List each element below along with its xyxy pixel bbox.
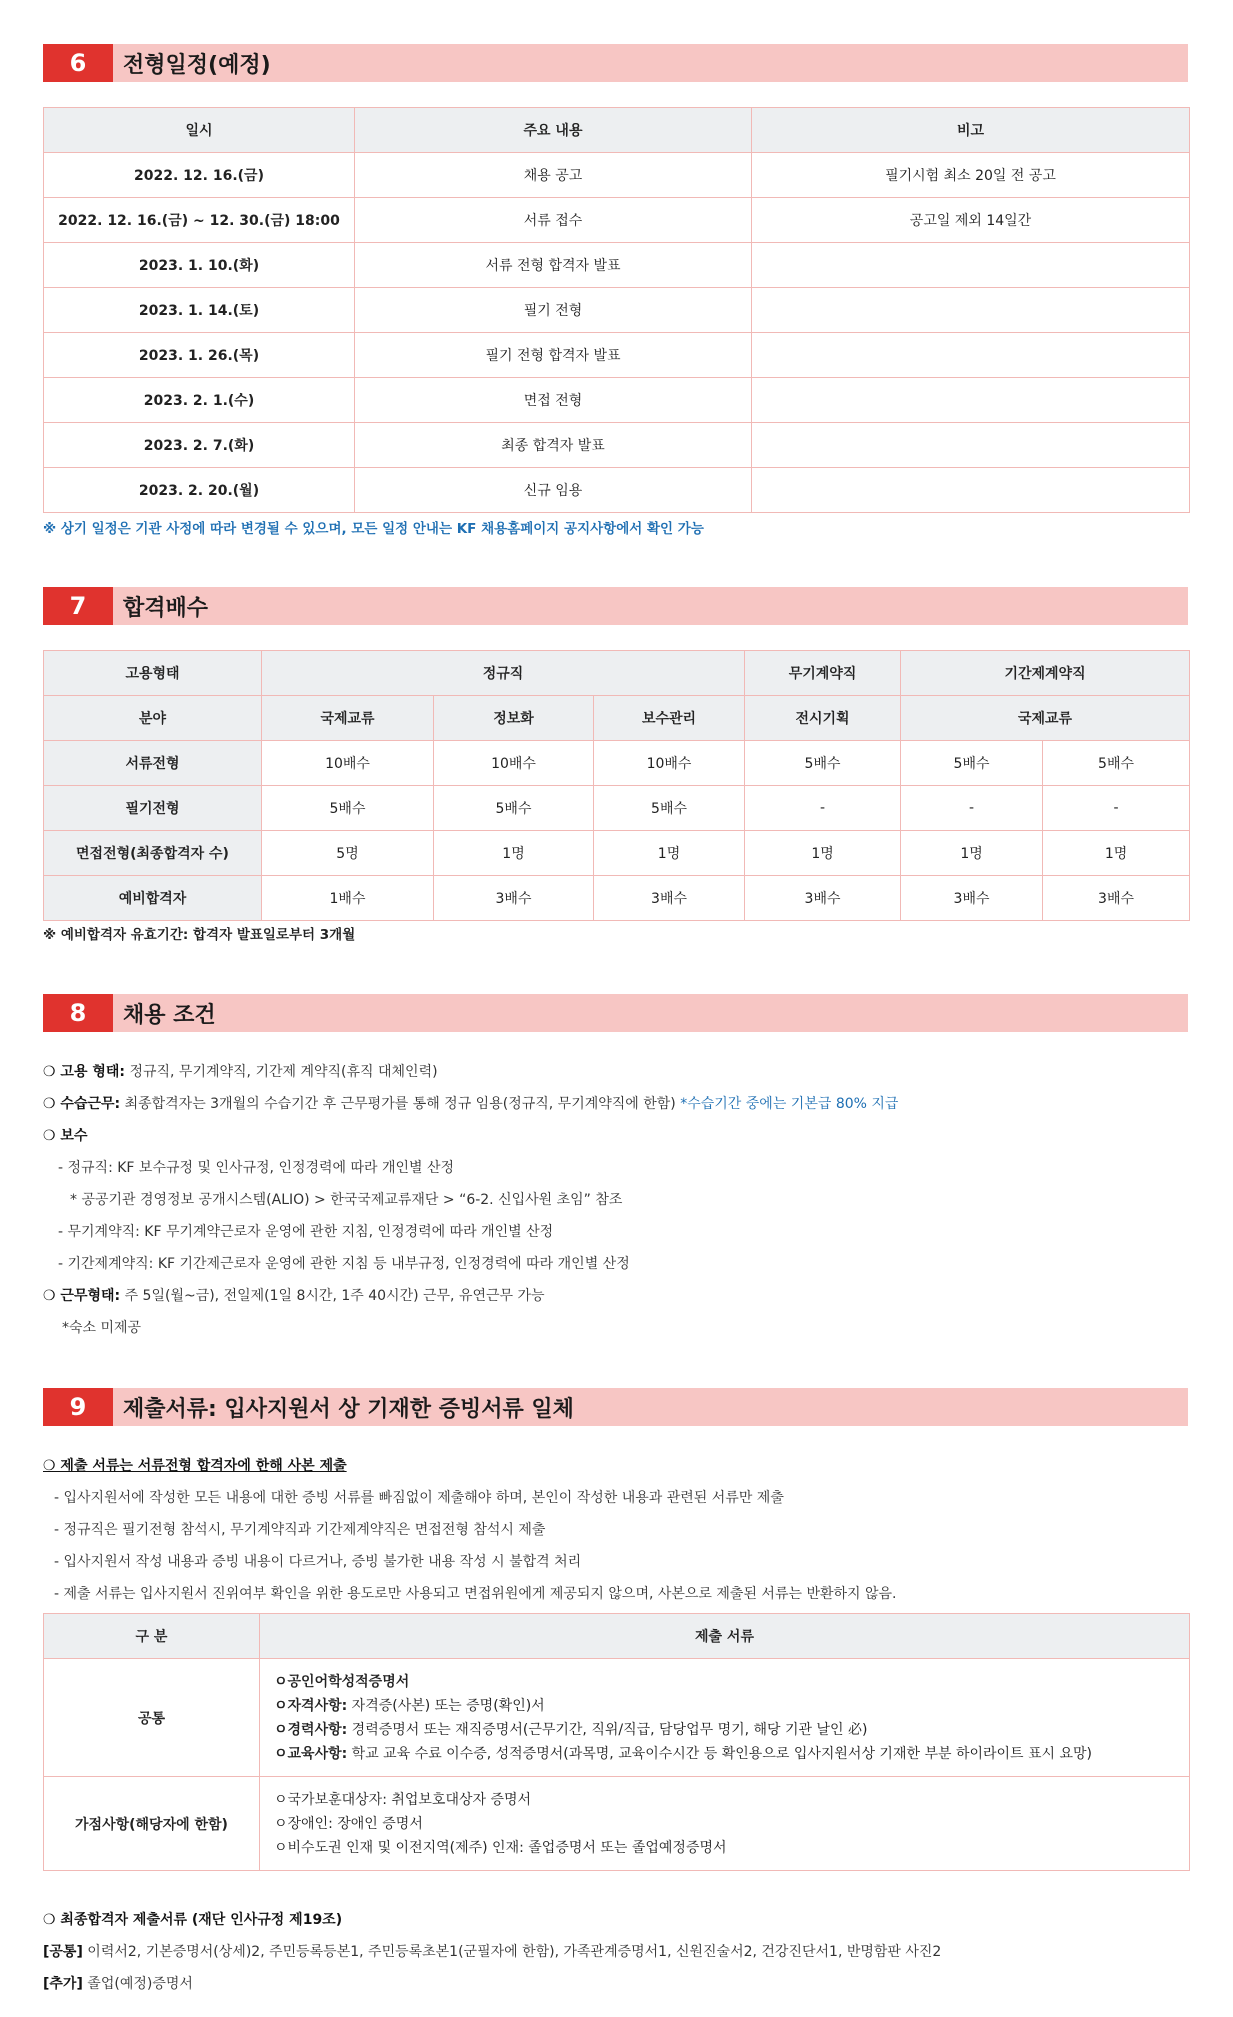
section-7-header xyxy=(43,587,1188,625)
section-number: 7 xyxy=(43,587,113,625)
note-cell xyxy=(752,333,1190,378)
table-cell: 1명 xyxy=(745,831,901,876)
doc-item: ㅇ국가보훈대상자: 취업보호대상자 증명서 xyxy=(274,1791,532,1808)
table-row xyxy=(44,468,1190,513)
table-cell: 10배수 xyxy=(434,741,594,786)
line-label: ❍ 수습근무: xyxy=(43,1096,121,1112)
date-cell: 2023. 2. 7.(화) xyxy=(44,423,355,468)
col-header: 정보화 xyxy=(434,696,594,741)
documents-bullet: - 정규직은 필기전형 참석시, 무기계약직과 기간제계약직은 면접전형 참석시 제출 xyxy=(54,1522,546,1538)
line-text: 최종합격자는 3개월의 수습기간 후 근무평가를 통해 정규 임용(정규직, 무기계약직에 한함) xyxy=(120,1096,681,1112)
col-header: 국제교류 xyxy=(262,696,434,741)
note-cell: 공고일 제외 14일간 xyxy=(752,198,1190,243)
salary-reference-line: * 공공기관 경영정보 공개시스템(ALIO) > 한국국제교류재단 > “6-2. 신입사원 초임” 참조 xyxy=(70,1192,623,1208)
section-title: 전형일정(예정) xyxy=(123,52,271,78)
table-row xyxy=(44,288,1190,333)
table-cell: 5배수 xyxy=(745,741,901,786)
documents-bullet: - 입사지원서 작성 내용과 증빙 내용이 다르거나, 증빙 불가한 내용 작성 시 불합격 처리 xyxy=(54,1554,582,1570)
note-cell xyxy=(752,288,1190,333)
section-6-header xyxy=(43,44,1188,82)
category-cell: 공통 xyxy=(44,1659,260,1777)
line-label: ❍ 근무형태: xyxy=(43,1288,121,1304)
col-header: 구 분 xyxy=(44,1614,260,1659)
table-cell: 1명 xyxy=(434,831,594,876)
section-title: 제출서류: 입사지원서 상 기재한 증빙서류 일체 xyxy=(123,1396,574,1422)
table-header-row xyxy=(44,1614,1190,1659)
ratio-table xyxy=(43,650,1190,921)
line-text: 이력서2, 기본증명서(상세)2, 주민등록등본1, 주민등록초본1(군필자에 한함), 가족관계증명서1, 신원진술서2, 건강진단서1, 반명함판 사진2 xyxy=(82,1944,942,1960)
line-label: [추가] xyxy=(43,1976,83,1992)
table-row xyxy=(44,741,1190,786)
table-cell: 3배수 xyxy=(434,876,594,921)
schedule-table xyxy=(43,107,1190,513)
note-cell xyxy=(752,468,1190,513)
col-header: 고용형태 xyxy=(44,651,262,696)
table-cell: - xyxy=(745,786,901,831)
date-cell: 2022. 12. 16.(금) xyxy=(44,153,355,198)
doc-item: ㅇ비수도권 인재 및 이전지역(제주) 인재: 졸업증명서 또는 졸업예정증명서 xyxy=(274,1839,727,1856)
table-cell: 5배수 xyxy=(901,741,1043,786)
section-8-header xyxy=(43,994,1188,1032)
schedule-note: ※ 상기 일정은 기관 사정에 따라 변경될 수 있으며, 모든 일정 안내는 KF 채용홈페이지 공지사항에서 확인 가능 xyxy=(43,521,704,537)
documents-cell xyxy=(260,1659,1190,1777)
date-cell: 2023. 1. 14.(토) xyxy=(44,288,355,333)
doc-item: ㅇ장애인: 장애인 증명서 xyxy=(274,1815,423,1832)
employment-type-line xyxy=(43,1061,438,1081)
final-additional-line xyxy=(43,1973,193,1993)
line-label: ❍ 보수 xyxy=(43,1128,88,1144)
table-cell: 3배수 xyxy=(745,876,901,921)
col-header: 일시 xyxy=(44,108,355,153)
content-cell: 최종 합격자 발표 xyxy=(355,423,752,468)
table-row xyxy=(44,378,1190,423)
section-title: 합격배수 xyxy=(123,595,209,621)
table-cell: 3배수 xyxy=(901,876,1043,921)
col-header: 기간제계약직 xyxy=(901,651,1190,696)
line-label: ❍ 고용 형태: xyxy=(43,1064,125,1080)
salary-regular-line: - 정규직: KF 보수규정 및 인사규정, 인정경력에 따라 개인별 산정 xyxy=(58,1160,455,1176)
table-cell: 5배수 xyxy=(594,786,745,831)
content-cell: 서류 접수 xyxy=(355,198,752,243)
table-cell: 10배수 xyxy=(262,741,434,786)
col-header: 무기계약직 xyxy=(745,651,901,696)
content-cell: 필기 전형 합격자 발표 xyxy=(355,333,752,378)
date-cell: 2023. 1. 10.(화) xyxy=(44,243,355,288)
content-cell: 필기 전형 xyxy=(355,288,752,333)
documents-lead: ❍ 제출 서류는 서류전형 합격자에 한해 사본 제출 xyxy=(43,1458,347,1474)
content-cell: 서류 전형 합격자 발표 xyxy=(355,243,752,288)
date-cell: 2022. 12. 16.(금) ~ 12. 30.(금) 18:00 xyxy=(44,198,355,243)
final-documents-heading: ❍ 최종합격자 제출서류 (재단 인사규정 제19조) xyxy=(43,1912,343,1928)
content-cell: 신규 임용 xyxy=(355,468,752,513)
line-text: 주 5일(월~금), 전일제(1일 8시간, 1주 40시간) 근무, 유연근무 가능 xyxy=(120,1288,545,1304)
table-row xyxy=(44,831,1190,876)
table-cell: 10배수 xyxy=(594,741,745,786)
table-cell: 3배수 xyxy=(594,876,745,921)
final-common-line xyxy=(43,1941,941,1961)
table-row xyxy=(44,333,1190,378)
row-header: 면접전형(최종합격자 수) xyxy=(44,831,262,876)
doc-label: ㅇ자격사항: xyxy=(274,1697,348,1714)
table-header-row xyxy=(44,696,1190,741)
table-header-row xyxy=(44,651,1190,696)
col-header: 정규직 xyxy=(262,651,745,696)
table-cell: 5배수 xyxy=(262,786,434,831)
table-row xyxy=(44,198,1190,243)
table-cell: 3배수 xyxy=(1043,876,1190,921)
line-label: [공통] xyxy=(43,1944,83,1960)
col-header: 비고 xyxy=(752,108,1190,153)
category-cell: 가점사항(해당자에 한함) xyxy=(44,1777,260,1871)
col-header: 국제교류 xyxy=(901,696,1190,741)
doc-label: ㅇ교육사항: xyxy=(274,1745,348,1762)
table-cell: 1배수 xyxy=(262,876,434,921)
date-cell: 2023. 2. 1.(수) xyxy=(44,378,355,423)
section-number: 6 xyxy=(43,44,113,82)
documents-cell xyxy=(260,1777,1190,1871)
date-cell: 2023. 2. 20.(월) xyxy=(44,468,355,513)
table-cell: 5명 xyxy=(262,831,434,876)
note-cell: 필기시험 최소 20일 전 공고 xyxy=(752,153,1190,198)
section-title: 채용 조건 xyxy=(123,1002,216,1028)
col-header: 전시기획 xyxy=(745,696,901,741)
table-row xyxy=(44,786,1190,831)
table-cell: 5배수 xyxy=(1043,741,1190,786)
section-number: 9 xyxy=(43,1388,113,1426)
documents-table xyxy=(43,1613,1190,1871)
col-header: 분야 xyxy=(44,696,262,741)
doc-text: 경력증명서 또는 재직증명서(근무기간, 직위/직급, 담당업무 명기, 해당 기관 날인 必) xyxy=(347,1721,868,1738)
documents-bullet: - 제출 서류는 입사지원서 진위여부 확인을 위한 용도로만 사용되고 면접위원에게 제공되지 않으며, 사본으로 제출된 서류는 반환하지 않음. xyxy=(54,1586,897,1602)
ratio-note: ※ 예비합격자 유효기간: 합격자 발표일로부터 3개월 xyxy=(43,927,356,943)
housing-note: *숙소 미제공 xyxy=(62,1320,142,1336)
table-header-row xyxy=(44,108,1190,153)
note-cell xyxy=(752,243,1190,288)
table-cell: 1명 xyxy=(901,831,1043,876)
table-cell: - xyxy=(901,786,1043,831)
salary-permanent-line: - 무기계약직: KF 무기계약근로자 운영에 관한 지침, 인정경력에 따라 개인별 산정 xyxy=(58,1224,554,1240)
col-header: 제출 서류 xyxy=(260,1614,1190,1659)
table-row xyxy=(44,876,1190,921)
table-row xyxy=(44,1777,1190,1871)
table-row xyxy=(44,423,1190,468)
col-header: 보수관리 xyxy=(594,696,745,741)
row-header: 필기전형 xyxy=(44,786,262,831)
doc-item: ㅇ공인어학성적증명서 xyxy=(274,1673,410,1690)
table-row xyxy=(44,1659,1190,1777)
col-header: 주요 내용 xyxy=(355,108,752,153)
section-number: 8 xyxy=(43,994,113,1032)
table-row xyxy=(44,153,1190,198)
probation-line xyxy=(43,1093,898,1113)
table-cell: 1명 xyxy=(594,831,745,876)
row-header: 예비합격자 xyxy=(44,876,262,921)
table-cell: - xyxy=(1043,786,1190,831)
line-text: 졸업(예정)증명서 xyxy=(82,1976,193,1992)
section-9-header xyxy=(43,1388,1188,1426)
content-cell: 면접 전형 xyxy=(355,378,752,423)
doc-label: ㅇ경력사항: xyxy=(274,1721,348,1738)
work-type-line xyxy=(43,1285,545,1305)
doc-text: 학교 교육 수료 이수증, 성적증명서(과목명, 교육이수시간 등 확인용으로 입사지원서상 기재한 부분 하이라이트 표시 요망) xyxy=(347,1745,1093,1762)
date-cell: 2023. 1. 26.(목) xyxy=(44,333,355,378)
line-text: 정규직, 무기계약직, 기간제 계약직(휴직 대체인력) xyxy=(125,1064,438,1080)
doc-text: 자격증(사본) 또는 증명(확인)서 xyxy=(347,1697,545,1714)
table-cell: 5배수 xyxy=(434,786,594,831)
salary-heading xyxy=(43,1125,87,1145)
note-cell xyxy=(752,423,1190,468)
table-cell: 1명 xyxy=(1043,831,1190,876)
salary-fixed-term-line: - 기간제계약직: KF 기간제근로자 운영에 관한 지침 등 내부규정, 인정경력에 따라 개인별 산정 xyxy=(58,1256,630,1272)
table-row xyxy=(44,243,1190,288)
row-header: 서류전형 xyxy=(44,741,262,786)
line-note: *수습기간 중에는 기본급 80% 지급 xyxy=(680,1096,899,1112)
content-cell: 채용 공고 xyxy=(355,153,752,198)
documents-bullet: - 입사지원서에 작성한 모든 내용에 대한 증빙 서류를 빠짐없이 제출해야 하며, 본인이 작성한 내용과 관련된 서류만 제출 xyxy=(54,1490,784,1506)
note-cell xyxy=(752,378,1190,423)
